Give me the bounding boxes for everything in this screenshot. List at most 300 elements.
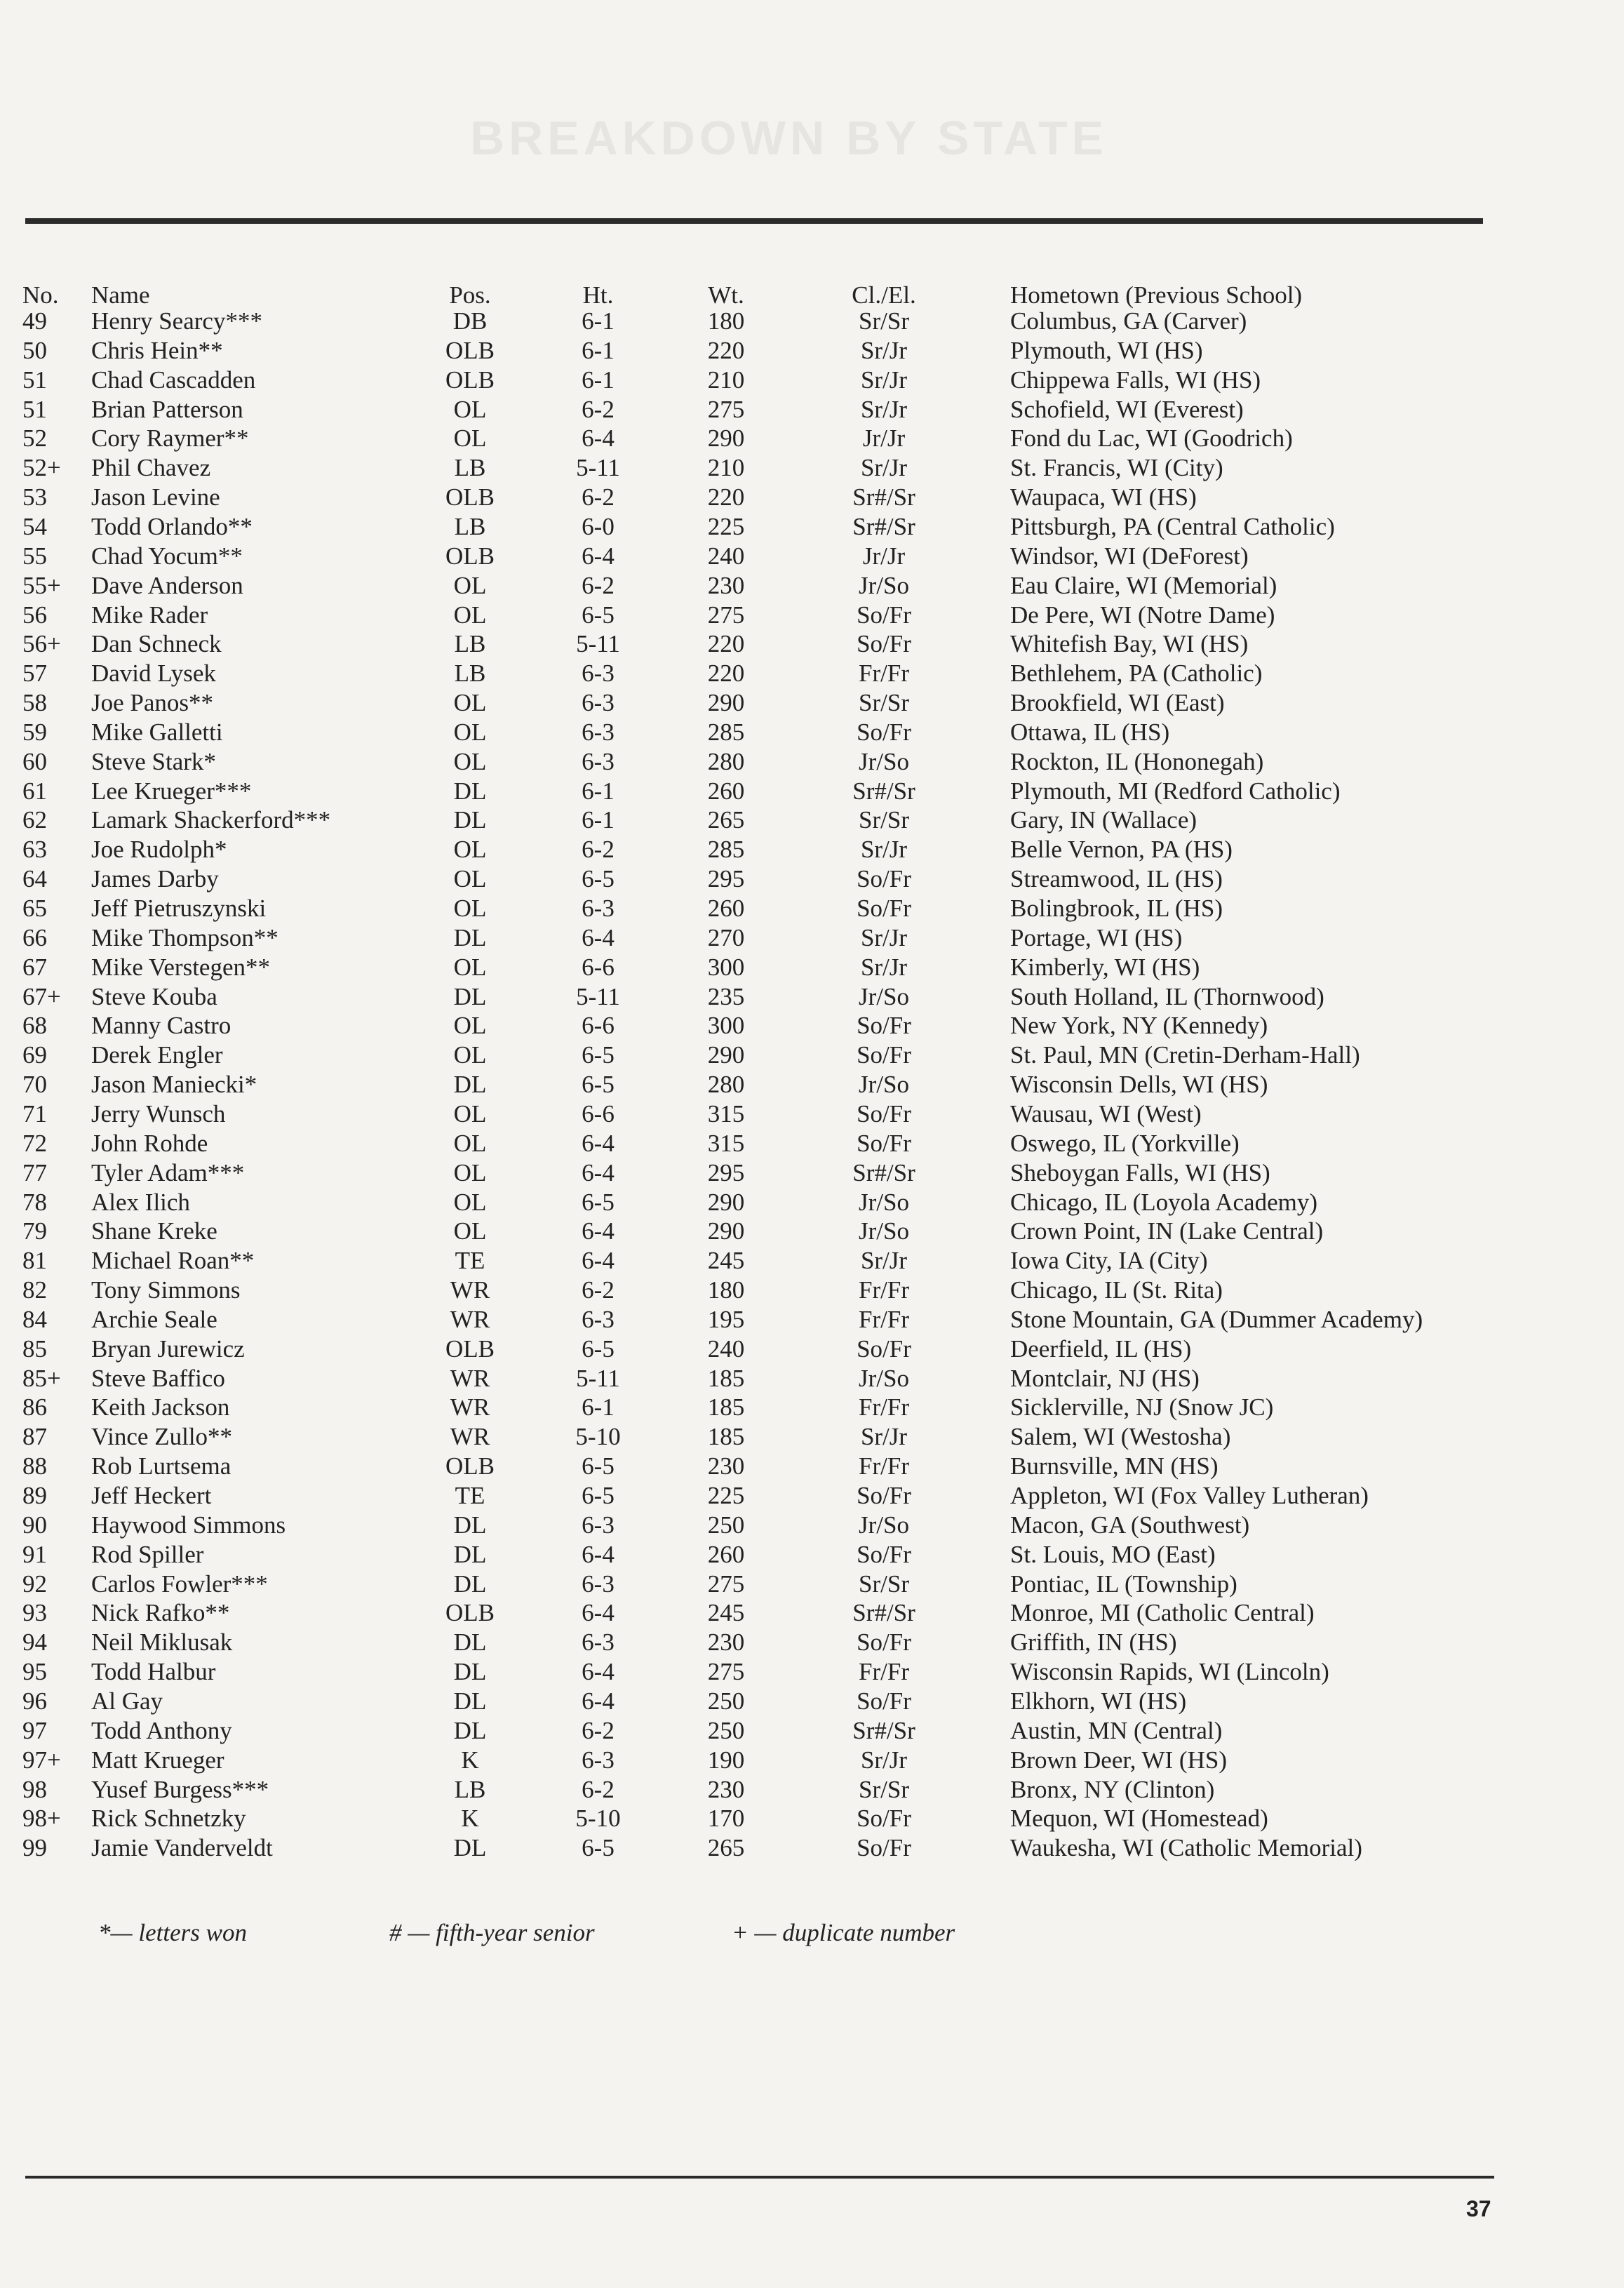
player-weight: 185 bbox=[707, 1423, 745, 1450]
player-weight: 230 bbox=[707, 1628, 745, 1656]
player-class: So/Fr bbox=[857, 1687, 911, 1715]
player-number: 85 bbox=[22, 1335, 47, 1363]
col-header-class: Cl./El. bbox=[852, 281, 916, 309]
player-weight: 280 bbox=[707, 1071, 745, 1098]
player-hometown: Gary, IN (Wallace) bbox=[1010, 806, 1197, 834]
table-row bbox=[0, 1481, 1624, 1511]
table-row bbox=[0, 1422, 1624, 1452]
player-height: 6-1 bbox=[582, 1393, 615, 1421]
player-class: So/Fr bbox=[857, 1805, 911, 1832]
player-position: DL bbox=[453, 983, 487, 1010]
player-height: 6-6 bbox=[582, 1012, 615, 1039]
player-number: 49 bbox=[22, 307, 47, 335]
player-name: Tyler Adam*** bbox=[91, 1159, 245, 1186]
player-hometown: Wisconsin Rapids, WI (Lincoln) bbox=[1010, 1658, 1329, 1685]
player-height: 6-4 bbox=[582, 1599, 615, 1626]
player-hometown: Stone Mountain, GA (Dummer Academy) bbox=[1010, 1306, 1423, 1333]
player-name: Michael Roan** bbox=[91, 1247, 255, 1274]
player-name: Jeff Pietruszynski bbox=[91, 895, 267, 922]
player-number: 84 bbox=[22, 1306, 47, 1333]
player-hometown: Griffith, IN (HS) bbox=[1010, 1628, 1177, 1656]
player-name: Al Gay bbox=[91, 1687, 163, 1715]
player-class: Sr/Jr bbox=[860, 1247, 908, 1274]
player-height: 5-10 bbox=[575, 1805, 621, 1832]
table-row bbox=[0, 1011, 1624, 1041]
player-number: 71 bbox=[22, 1100, 47, 1128]
table-row bbox=[0, 1804, 1624, 1833]
player-weight: 250 bbox=[707, 1687, 745, 1715]
player-position: DL bbox=[453, 806, 487, 834]
player-position: DL bbox=[453, 777, 487, 805]
player-number: 66 bbox=[22, 924, 47, 951]
table-row bbox=[0, 336, 1624, 366]
table-row bbox=[0, 659, 1624, 688]
table-row bbox=[0, 424, 1624, 453]
player-name: Vince Zullo** bbox=[91, 1423, 233, 1450]
player-hometown: Pittsburgh, PA (Central Catholic) bbox=[1010, 513, 1335, 540]
player-height: 6-4 bbox=[582, 1658, 615, 1685]
player-weight: 185 bbox=[707, 1393, 745, 1421]
player-position: OL bbox=[453, 1100, 487, 1128]
player-height: 6-6 bbox=[582, 1100, 615, 1128]
col-header-hometown: Hometown (Previous School) bbox=[1010, 281, 1303, 309]
player-weight: 290 bbox=[707, 1189, 745, 1216]
player-height: 6-2 bbox=[582, 396, 615, 423]
player-hometown: Waukesha, WI (Catholic Memorial) bbox=[1010, 1834, 1362, 1861]
table-row bbox=[0, 718, 1624, 747]
player-position: OL bbox=[453, 895, 487, 922]
player-number: 70 bbox=[22, 1071, 47, 1098]
player-hometown: Bethlehem, PA (Catholic) bbox=[1010, 660, 1263, 687]
table-row bbox=[0, 1129, 1624, 1158]
player-height: 6-1 bbox=[582, 806, 615, 834]
table-row bbox=[0, 1305, 1624, 1334]
player-position: K bbox=[461, 1805, 479, 1832]
player-weight: 220 bbox=[707, 630, 745, 657]
col-header-ht: Ht. bbox=[582, 281, 614, 309]
player-name: Dan Schneck bbox=[91, 630, 222, 657]
player-weight: 185 bbox=[707, 1365, 745, 1392]
table-row bbox=[0, 894, 1624, 923]
player-height: 6-2 bbox=[582, 572, 615, 599]
player-weight: 260 bbox=[707, 895, 745, 922]
player-name: Todd Orlando** bbox=[91, 513, 253, 540]
player-name: Rod Spiller bbox=[91, 1541, 204, 1568]
table-row bbox=[0, 953, 1624, 982]
player-number: 59 bbox=[22, 718, 47, 746]
player-number: 61 bbox=[22, 777, 47, 805]
player-weight: 315 bbox=[707, 1130, 745, 1157]
player-class: Jr/So bbox=[859, 748, 909, 775]
player-hometown: Macon, GA (Southwest) bbox=[1010, 1511, 1250, 1539]
player-height: 6-4 bbox=[582, 1159, 615, 1186]
table-row bbox=[0, 1833, 1624, 1863]
player-class: Sr/Jr bbox=[860, 1746, 908, 1774]
player-height: 6-5 bbox=[582, 1452, 615, 1480]
player-class: So/Fr bbox=[857, 1482, 911, 1509]
table-row bbox=[0, 1393, 1624, 1422]
player-number: 56 bbox=[22, 601, 47, 629]
player-height: 6-3 bbox=[582, 1511, 615, 1539]
player-weight: 295 bbox=[707, 1159, 745, 1186]
player-hometown: Schofield, WI (Everest) bbox=[1010, 396, 1244, 423]
player-name: Mike Thompson** bbox=[91, 924, 279, 951]
player-height: 6-4 bbox=[582, 1247, 615, 1274]
player-class: Sr/Sr bbox=[859, 1776, 909, 1803]
player-hometown: Kimberly, WI (HS) bbox=[1010, 954, 1200, 981]
player-weight: 220 bbox=[707, 660, 745, 687]
player-hometown: Iowa City, IA (City) bbox=[1010, 1247, 1208, 1274]
player-hometown: Crown Point, IN (Lake Central) bbox=[1010, 1217, 1324, 1245]
player-weight: 230 bbox=[707, 1776, 745, 1803]
player-weight: 210 bbox=[707, 454, 745, 481]
table-row bbox=[0, 1188, 1624, 1217]
player-number: 99 bbox=[22, 1834, 47, 1861]
player-hometown: Ottawa, IL (HS) bbox=[1010, 718, 1170, 746]
table-row bbox=[0, 1364, 1624, 1393]
table-row bbox=[0, 483, 1624, 512]
player-number: 51 bbox=[22, 396, 47, 423]
table-row bbox=[0, 366, 1624, 395]
player-position: OLB bbox=[445, 366, 495, 394]
player-number: 50 bbox=[22, 337, 47, 364]
player-position: DL bbox=[453, 1511, 487, 1539]
player-position: K bbox=[461, 1746, 479, 1774]
player-name: Steve Kouba bbox=[91, 983, 217, 1010]
player-position: OL bbox=[453, 865, 487, 892]
player-number: 60 bbox=[22, 748, 47, 775]
player-height: 6-3 bbox=[582, 1628, 615, 1656]
player-weight: 225 bbox=[707, 1482, 745, 1509]
player-hometown: St. Louis, MO (East) bbox=[1010, 1541, 1216, 1568]
player-position: DL bbox=[453, 1570, 487, 1598]
table-row bbox=[0, 1570, 1624, 1599]
player-hometown: Streamwood, IL (HS) bbox=[1010, 865, 1223, 892]
player-class: Sr#/Sr bbox=[852, 483, 915, 511]
player-height: 6-5 bbox=[582, 1041, 615, 1069]
player-height: 5-10 bbox=[575, 1423, 621, 1450]
player-position: DL bbox=[453, 1717, 487, 1744]
table-row bbox=[0, 1511, 1624, 1540]
player-position: TE bbox=[455, 1247, 485, 1274]
player-height: 6-3 bbox=[582, 1306, 615, 1333]
player-position: DL bbox=[453, 1541, 487, 1568]
player-weight: 195 bbox=[707, 1306, 745, 1333]
player-hometown: Sicklerville, NJ (Snow JC) bbox=[1010, 1393, 1274, 1421]
player-class: So/Fr bbox=[857, 601, 911, 629]
player-number: 92 bbox=[22, 1570, 47, 1598]
player-name: Neil Miklusak bbox=[91, 1628, 233, 1656]
player-name: Mike Galletti bbox=[91, 718, 223, 746]
player-hometown: Bolingbrook, IL (HS) bbox=[1010, 895, 1223, 922]
player-height: 6-4 bbox=[582, 1130, 615, 1157]
player-height: 6-4 bbox=[582, 542, 615, 570]
table-row bbox=[0, 629, 1624, 659]
player-position: WR bbox=[450, 1365, 490, 1392]
table-row bbox=[0, 1099, 1624, 1129]
player-hometown: St. Francis, WI (City) bbox=[1010, 454, 1223, 481]
player-class: Fr/Fr bbox=[859, 1658, 909, 1685]
player-number: 90 bbox=[22, 1511, 47, 1539]
player-name: Chad Yocum** bbox=[91, 542, 243, 570]
player-height: 6-1 bbox=[582, 777, 615, 805]
player-number: 67 bbox=[22, 954, 47, 981]
player-number: 82 bbox=[22, 1276, 47, 1304]
player-number: 78 bbox=[22, 1189, 47, 1216]
player-class: So/Fr bbox=[857, 1541, 911, 1568]
player-position: WR bbox=[450, 1393, 490, 1421]
player-position: OL bbox=[453, 1159, 487, 1186]
player-hometown: Pontiac, IL (Township) bbox=[1010, 1570, 1237, 1598]
table-row bbox=[0, 747, 1624, 777]
player-name: James Darby bbox=[91, 865, 219, 892]
player-number: 69 bbox=[22, 1041, 47, 1069]
player-weight: 240 bbox=[707, 542, 745, 570]
player-hometown: Plymouth, MI (Redford Catholic) bbox=[1010, 777, 1341, 805]
player-class: Jr/Jr bbox=[862, 424, 906, 452]
player-hometown: Brookfield, WI (East) bbox=[1010, 689, 1225, 716]
player-weight: 240 bbox=[707, 1335, 745, 1363]
player-weight: 250 bbox=[707, 1717, 745, 1744]
player-hometown: Rockton, IL (Hononegah) bbox=[1010, 748, 1264, 775]
player-class: So/Fr bbox=[857, 1130, 911, 1157]
player-name: Archie Seale bbox=[91, 1306, 217, 1333]
player-hometown: St. Paul, MN (Cretin-Derham-Hall) bbox=[1010, 1041, 1360, 1069]
player-class: Fr/Fr bbox=[859, 660, 909, 687]
player-weight: 220 bbox=[707, 483, 745, 511]
player-position: OL bbox=[453, 718, 487, 746]
player-hometown: Oswego, IL (Yorkville) bbox=[1010, 1130, 1240, 1157]
player-weight: 275 bbox=[707, 396, 745, 423]
player-weight: 300 bbox=[707, 954, 745, 981]
player-weight: 250 bbox=[707, 1511, 745, 1539]
player-height: 6-5 bbox=[582, 865, 615, 892]
player-number: 62 bbox=[22, 806, 47, 834]
player-weight: 295 bbox=[707, 865, 745, 892]
player-height: 6-2 bbox=[582, 1717, 615, 1744]
player-weight: 265 bbox=[707, 806, 745, 834]
player-name: Rick Schnetzky bbox=[91, 1805, 246, 1832]
player-hometown: De Pere, WI (Notre Dame) bbox=[1010, 601, 1275, 629]
table-row bbox=[0, 923, 1624, 953]
player-height: 6-5 bbox=[582, 1482, 615, 1509]
player-number: 56+ bbox=[22, 630, 61, 657]
top-rule bbox=[25, 218, 1483, 224]
table-row bbox=[0, 512, 1624, 542]
player-class: Sr/Sr bbox=[859, 689, 909, 716]
player-number: 64 bbox=[22, 865, 47, 892]
player-height: 6-4 bbox=[582, 1217, 615, 1245]
player-position: LB bbox=[454, 513, 486, 540]
player-weight: 280 bbox=[707, 748, 745, 775]
player-height: 6-4 bbox=[582, 1541, 615, 1568]
player-weight: 260 bbox=[707, 777, 745, 805]
player-hometown: Windsor, WI (DeForest) bbox=[1010, 542, 1249, 570]
player-hometown: Wisconsin Dells, WI (HS) bbox=[1010, 1071, 1268, 1098]
player-height: 6-3 bbox=[582, 895, 615, 922]
player-number: 97 bbox=[22, 1717, 47, 1744]
col-header-no: No. bbox=[22, 281, 59, 309]
player-position: OLB bbox=[445, 1452, 495, 1480]
player-class: Jr/So bbox=[859, 983, 909, 1010]
player-height: 5-11 bbox=[576, 454, 620, 481]
player-name: Chad Cascadden bbox=[91, 366, 256, 394]
table-row bbox=[0, 1540, 1624, 1570]
player-position: LB bbox=[454, 454, 486, 481]
legend-fifth-year: # — fifth-year senior bbox=[389, 1919, 595, 1946]
player-name: Jerry Wunsch bbox=[91, 1100, 226, 1128]
player-number: 97+ bbox=[22, 1746, 61, 1774]
table-row bbox=[0, 982, 1624, 1012]
table-row bbox=[0, 1070, 1624, 1099]
player-height: 6-4 bbox=[582, 424, 615, 452]
player-weight: 270 bbox=[707, 924, 745, 951]
player-position: DL bbox=[453, 1658, 487, 1685]
player-number: 68 bbox=[22, 1012, 47, 1039]
player-position: LB bbox=[454, 1776, 486, 1803]
player-height: 6-5 bbox=[582, 1071, 615, 1098]
player-hometown: Columbus, GA (Carver) bbox=[1010, 307, 1247, 335]
player-hometown: Appleton, WI (Fox Valley Lutheran) bbox=[1010, 1482, 1369, 1509]
player-number: 77 bbox=[22, 1159, 47, 1186]
player-position: OLB bbox=[445, 1335, 495, 1363]
player-number: 65 bbox=[22, 895, 47, 922]
player-name: Manny Castro bbox=[91, 1012, 231, 1039]
player-height: 5-11 bbox=[576, 630, 620, 657]
player-class: Sr/Sr bbox=[859, 806, 909, 834]
player-class: So/Fr bbox=[857, 1628, 911, 1656]
player-weight: 285 bbox=[707, 718, 745, 746]
player-name: Haywood Simmons bbox=[91, 1511, 286, 1539]
player-class: Sr/Sr bbox=[859, 307, 909, 335]
player-hometown: Monroe, MI (Catholic Central) bbox=[1010, 1599, 1315, 1626]
player-name: Bryan Jurewicz bbox=[91, 1335, 245, 1363]
player-hometown: Salem, WI (Westosha) bbox=[1010, 1423, 1231, 1450]
player-height: 6-3 bbox=[582, 748, 615, 775]
player-weight: 275 bbox=[707, 1570, 745, 1598]
player-class: Jr/So bbox=[859, 1511, 909, 1539]
player-height: 6-3 bbox=[582, 660, 615, 687]
player-height: 6-3 bbox=[582, 1746, 615, 1774]
player-class: Sr#/Sr bbox=[852, 513, 915, 540]
player-height: 6-5 bbox=[582, 1834, 615, 1861]
player-weight: 170 bbox=[707, 1805, 745, 1832]
player-class: Fr/Fr bbox=[859, 1393, 909, 1421]
player-position: OL bbox=[453, 1041, 487, 1069]
player-number: 52 bbox=[22, 424, 47, 452]
player-class: Sr/Sr bbox=[859, 1570, 909, 1598]
player-number: 87 bbox=[22, 1423, 47, 1450]
player-number: 53 bbox=[22, 483, 47, 511]
player-name: Todd Halbur bbox=[91, 1658, 216, 1685]
player-hometown: Mequon, WI (Homestead) bbox=[1010, 1805, 1268, 1832]
player-height: 6-1 bbox=[582, 337, 615, 364]
player-number: 58 bbox=[22, 689, 47, 716]
col-header-name: Name bbox=[91, 281, 150, 309]
player-height: 6-2 bbox=[582, 836, 615, 863]
col-header-pos: Pos. bbox=[449, 281, 491, 309]
player-height: 6-1 bbox=[582, 366, 615, 394]
player-weight: 180 bbox=[707, 307, 745, 335]
player-number: 95 bbox=[22, 1658, 47, 1685]
table-row bbox=[0, 1657, 1624, 1687]
table-row bbox=[0, 805, 1624, 835]
table-row bbox=[0, 571, 1624, 601]
player-position: OL bbox=[453, 954, 487, 981]
player-weight: 190 bbox=[707, 1746, 745, 1774]
player-hometown: Chicago, IL (Loyola Academy) bbox=[1010, 1189, 1317, 1216]
player-class: So/Fr bbox=[857, 1335, 911, 1363]
player-position: DL bbox=[453, 1628, 487, 1656]
player-position: OL bbox=[453, 601, 487, 629]
player-class: So/Fr bbox=[857, 865, 911, 892]
player-hometown: Eau Claire, WI (Memorial) bbox=[1010, 572, 1277, 599]
table-row bbox=[0, 1217, 1624, 1246]
legend-duplicate-number: + — duplicate number bbox=[732, 1919, 955, 1946]
player-position: OLB bbox=[445, 542, 495, 570]
player-number: 86 bbox=[22, 1393, 47, 1421]
bottom-rule bbox=[25, 2176, 1494, 2179]
player-number: 52+ bbox=[22, 454, 61, 481]
player-weight: 220 bbox=[707, 337, 745, 364]
player-height: 6-3 bbox=[582, 1570, 615, 1598]
player-hometown: Wausau, WI (West) bbox=[1010, 1100, 1202, 1128]
player-position: DL bbox=[453, 1687, 487, 1715]
player-weight: 260 bbox=[707, 1541, 745, 1568]
player-class: Jr/So bbox=[859, 1365, 909, 1392]
player-class: So/Fr bbox=[857, 630, 911, 657]
player-number: 81 bbox=[22, 1247, 47, 1274]
player-class: So/Fr bbox=[857, 1041, 911, 1069]
player-position: DL bbox=[453, 1834, 487, 1861]
player-number: 51 bbox=[22, 366, 47, 394]
player-class: Sr/Jr bbox=[860, 954, 908, 981]
player-class: Sr/Jr bbox=[860, 454, 908, 481]
table-row bbox=[0, 1598, 1624, 1628]
player-name: Phil Chavez bbox=[91, 454, 211, 481]
player-name: Carlos Fowler*** bbox=[91, 1570, 268, 1598]
player-height: 6-5 bbox=[582, 1335, 615, 1363]
player-name: Derek Engler bbox=[91, 1041, 223, 1069]
player-name: Todd Anthony bbox=[91, 1717, 232, 1744]
table-row bbox=[0, 395, 1624, 424]
player-name: Jason Maniecki* bbox=[91, 1071, 257, 1098]
player-name: Steve Baffico bbox=[91, 1365, 225, 1392]
player-weight: 230 bbox=[707, 572, 745, 599]
player-weight: 290 bbox=[707, 1217, 745, 1245]
player-position: OL bbox=[453, 424, 487, 452]
player-class: So/Fr bbox=[857, 1012, 911, 1039]
player-class: Jr/So bbox=[859, 572, 909, 599]
player-height: 6-2 bbox=[582, 483, 615, 511]
player-position: WR bbox=[450, 1306, 490, 1333]
player-weight: 235 bbox=[707, 983, 745, 1010]
player-class: So/Fr bbox=[857, 895, 911, 922]
player-number: 55+ bbox=[22, 572, 61, 599]
player-number: 98+ bbox=[22, 1805, 61, 1832]
player-hometown: Whitefish Bay, WI (HS) bbox=[1010, 630, 1249, 657]
player-height: 6-3 bbox=[582, 718, 615, 746]
player-hometown: Chicago, IL (St. Rita) bbox=[1010, 1276, 1223, 1304]
table-row bbox=[0, 864, 1624, 894]
table-row bbox=[0, 1452, 1624, 1481]
player-number: 72 bbox=[22, 1130, 47, 1157]
player-hometown: Waupaca, WI (HS) bbox=[1010, 483, 1197, 511]
player-class: So/Fr bbox=[857, 1834, 911, 1861]
player-class: Sr/Jr bbox=[860, 924, 908, 951]
player-weight: 290 bbox=[707, 1041, 745, 1069]
player-number: 88 bbox=[22, 1452, 47, 1480]
